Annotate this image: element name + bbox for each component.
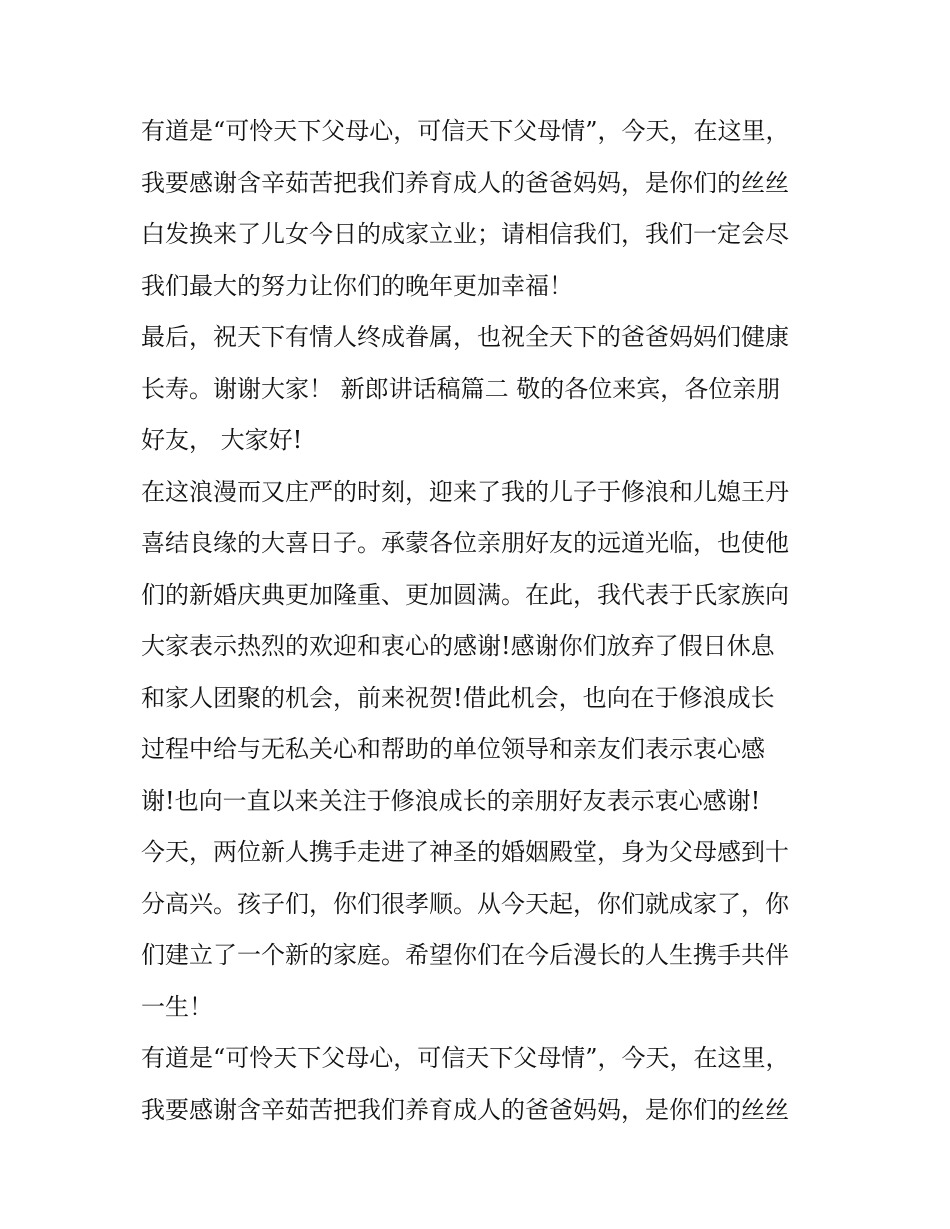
text-line: 和家人团聚的机会，前来祝贺!借此机会，也向在于修浪成长 (141, 683, 775, 712)
text-line: 我们最大的努力让你们的晚年更加幸福！ (141, 271, 573, 300)
text-line: 分高兴。孩子们，你们很孝顺。从今天起，你们就成家了，你 (141, 889, 789, 918)
text-line: 大家表示热烈的欢迎和衷心的感谢!感谢你们放弃了假日休息 (141, 632, 775, 660)
text-line: 有道是“可怜天下父母心，可信天下父母情”，今天，在这里， (141, 117, 790, 145)
text-line: 有道是“可怜天下父母心，可信天下父母情”，今天，在这里， (141, 1044, 790, 1072)
text-line: 们建立了一个新的家庭。希望你们在今后漫长的人生携手共伴 (141, 941, 789, 969)
text-line: 在这浪漫而又庄严的时刻，迎来了我的儿子于修浪和儿媳王丹 (141, 477, 789, 506)
text-line: 谢!也向一直以来关注于修浪成长的亲朋好友表示衷心感谢! (141, 786, 761, 815)
text-line: 白发换来了儿女今日的成家立业；请相信我们，我们一定会尽 (141, 220, 789, 248)
text-line: 最后，祝天下有情人终成眷属，也祝全天下的爸爸妈妈们健康 (141, 323, 789, 351)
text-line: 我要感谢含辛茹苦把我们养育成人的爸爸妈妈，是你们的丝丝 (141, 168, 789, 197)
text-line: 喜结良缘的大喜日子。承蒙各位亲朋好友的远道光临，也使他 (141, 529, 789, 557)
text-line: 长寿。谢谢大家！ 新郎讲话稿篇二 敬的各位来宾，各位亲朋 (141, 374, 781, 403)
text-line: 过程中给与无私关心和帮助的单位领导和亲友们表示衷心感 (141, 735, 765, 763)
text-line: 今天，两位新人携手走进了神圣的婚姻殿堂，身为父母感到十 (141, 838, 789, 866)
text-line: 们的新婚庆典更加隆重、更加圆满。在此，我代表于氏家族向 (141, 580, 789, 609)
text-line: 我要感谢含辛茹苦把我们养育成人的爸爸妈妈，是你们的丝丝 (141, 1095, 789, 1124)
text-line: 一生！ (141, 992, 213, 1021)
speech-text-body (141, 106, 821, 1136)
text-line: 好友， 大家好! (141, 426, 303, 454)
